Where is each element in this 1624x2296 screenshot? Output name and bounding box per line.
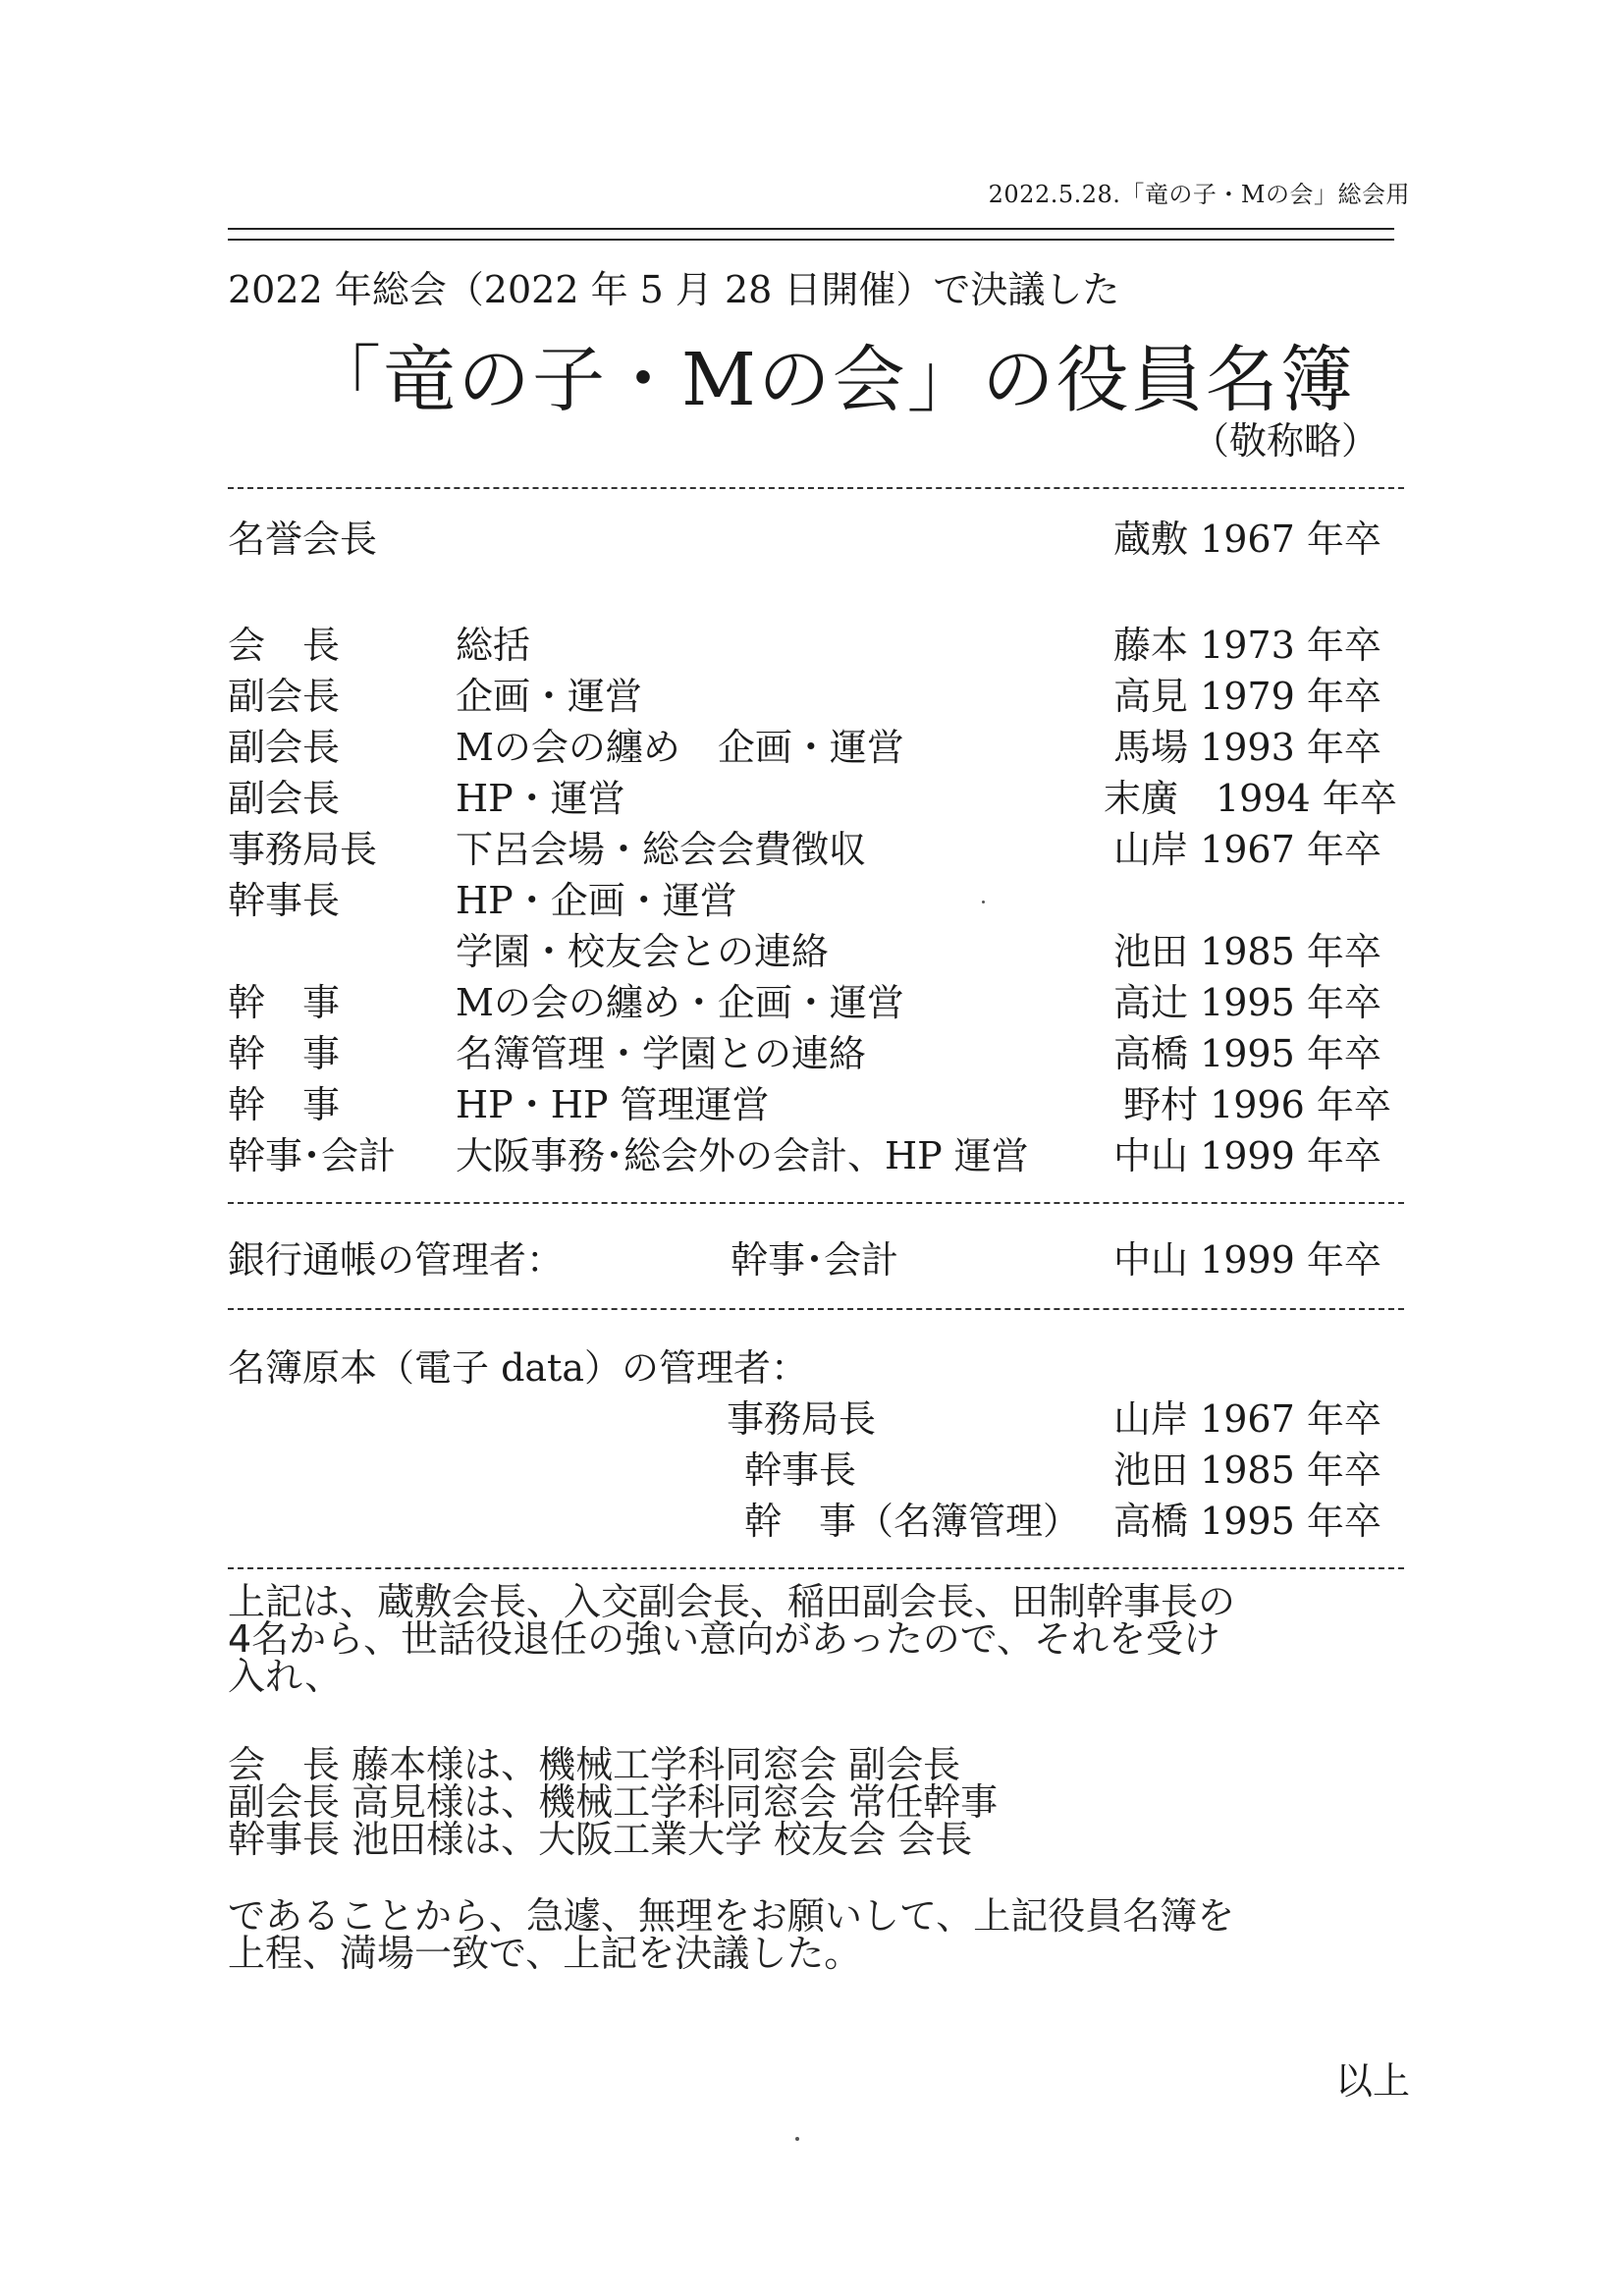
officer-duty: 下呂会場・総会会費徴収 (456, 828, 867, 871)
officer-duty: HP・HP 管理運営 (456, 1083, 770, 1126)
officer-member: 中山 1999 年卒 (1113, 1134, 1381, 1177)
bank-manager-role: 幹事･会計 (731, 1238, 899, 1282)
document-subtitle: 2022 年総会（2022 年 5 月 28 日開催）で決議した (228, 268, 1120, 311)
officer-row (228, 819, 1406, 871)
officer-duty: 大阪事務･総会外の会計、HP 運営 (456, 1134, 1029, 1177)
honorary-row (228, 509, 1406, 561)
officer-row (228, 615, 1406, 667)
officer-row (228, 768, 1406, 820)
officer-role: 副会長 (228, 777, 341, 820)
officer-row (228, 1125, 1406, 1175)
scan-speck (795, 2137, 799, 2141)
registry-managers-label: 名簿原本（電子 data）の管理者： (228, 1346, 808, 1390)
officer-member: 山岸 1967 年卒 (1113, 828, 1381, 871)
officer-member: 池田 1985 年卒 (1113, 930, 1381, 973)
dashed-divider (228, 1308, 1404, 1310)
officer-member: 末廣 1994 年卒 (1104, 777, 1397, 820)
registry-manager-role: 事務局長 (727, 1397, 877, 1441)
note-paragraph: 上記は、蔵敷会長、入交副会長、稲田副会長、田制幹事長の 4名から、世話役退任の強い意向があったので、それを受け 入れ、 (228, 1580, 1236, 1698)
officer-duty: 名簿管理・学園との連絡 (456, 1032, 867, 1075)
officer-role: 幹 事 (228, 981, 341, 1024)
header-note: 2022.5.28.「竜の子・Mの会」総会用 (988, 181, 1410, 208)
officer-duty: HP・企画・運営 (456, 879, 737, 922)
registry-manager-role: 幹 事（名簿管理） (744, 1500, 1081, 1543)
bank-manager-label: 銀行通帳の管理者： (228, 1238, 565, 1282)
dashed-divider (228, 487, 1404, 489)
bank-manager-member: 中山 1999 年卒 (1113, 1238, 1381, 1282)
officer-row (228, 972, 1406, 1024)
note-paragraph: 会 長 藤本様は、機械工学科同窓会 副会長 副会長 高見様は、機械工学科同窓会 常任幹事 幹事長 池田様は、大阪工業大学 校友会 会長 (228, 1743, 999, 1861)
officer-member: 高見 1979 年卒 (1113, 675, 1381, 718)
officer-duty: 学園・校友会との連絡 (456, 930, 830, 973)
registry-manager-member: 高橋 1995 年卒 (1113, 1500, 1381, 1543)
officer-role: 幹 事 (228, 1032, 341, 1075)
officer-row (228, 717, 1406, 769)
officer-role: 幹事･会計 (228, 1134, 397, 1177)
document-title: 「竜の子・Mの会」の役員名簿 (308, 338, 1355, 422)
officer-role: 会 長 (228, 624, 341, 667)
officer-member: 馬場 1993 年卒 (1113, 726, 1381, 769)
dashed-divider (228, 1202, 1404, 1204)
scan-speck (982, 901, 985, 903)
officer-duty: Mの会の纏め・企画・運営 (456, 981, 904, 1024)
registry-manager-row (228, 1440, 1406, 1492)
registry-manager-row (228, 1389, 1406, 1441)
officer-member: 藤本 1973 年卒 (1113, 624, 1381, 667)
officer-role: 副会長 (228, 675, 341, 718)
officer-role: 副会長 (228, 726, 341, 769)
officer-role: 幹 事 (228, 1083, 341, 1126)
bank-manager-row (228, 1230, 1406, 1282)
honorific-note: （敬称略） (1191, 419, 1379, 463)
officer-row (228, 1023, 1406, 1075)
officer-row (228, 921, 1406, 973)
registry-manager-row (228, 1491, 1406, 1543)
officer-member: 高辻 1995 年卒 (1113, 981, 1381, 1024)
officer-member: 高橋 1995 年卒 (1113, 1032, 1381, 1075)
dashed-divider (228, 1567, 1404, 1569)
officer-duty: 企画・運営 (456, 675, 643, 718)
honorary-role: 名誉会長 (228, 518, 378, 561)
officer-row (228, 870, 1406, 922)
officer-row (228, 666, 1406, 718)
closing-text: 以上 (1334, 2059, 1410, 2103)
honorary-member: 蔵敷 1967 年卒 (1113, 518, 1381, 561)
officer-row (228, 1074, 1406, 1126)
registry-manager-role: 幹事長 (744, 1449, 857, 1492)
officer-role: 幹事長 (228, 879, 341, 922)
officer-role: 事務局長 (228, 828, 378, 871)
officer-duty: Mの会の纏め 企画・運営 (456, 726, 904, 769)
registry-manager-member: 山岸 1967 年卒 (1113, 1397, 1381, 1441)
registry-manager-member: 池田 1985 年卒 (1113, 1449, 1381, 1492)
officer-member: 野村 1996 年卒 (1123, 1083, 1391, 1126)
officer-duty: HP・運営 (456, 777, 625, 820)
double-rule-divider (228, 228, 1394, 241)
officer-duty: 総括 (456, 624, 531, 667)
note-paragraph: であることから、急遽、無理をお願いして、上記役員名簿を 上程、満場一致で、上記を決議した。 (228, 1894, 1235, 1975)
